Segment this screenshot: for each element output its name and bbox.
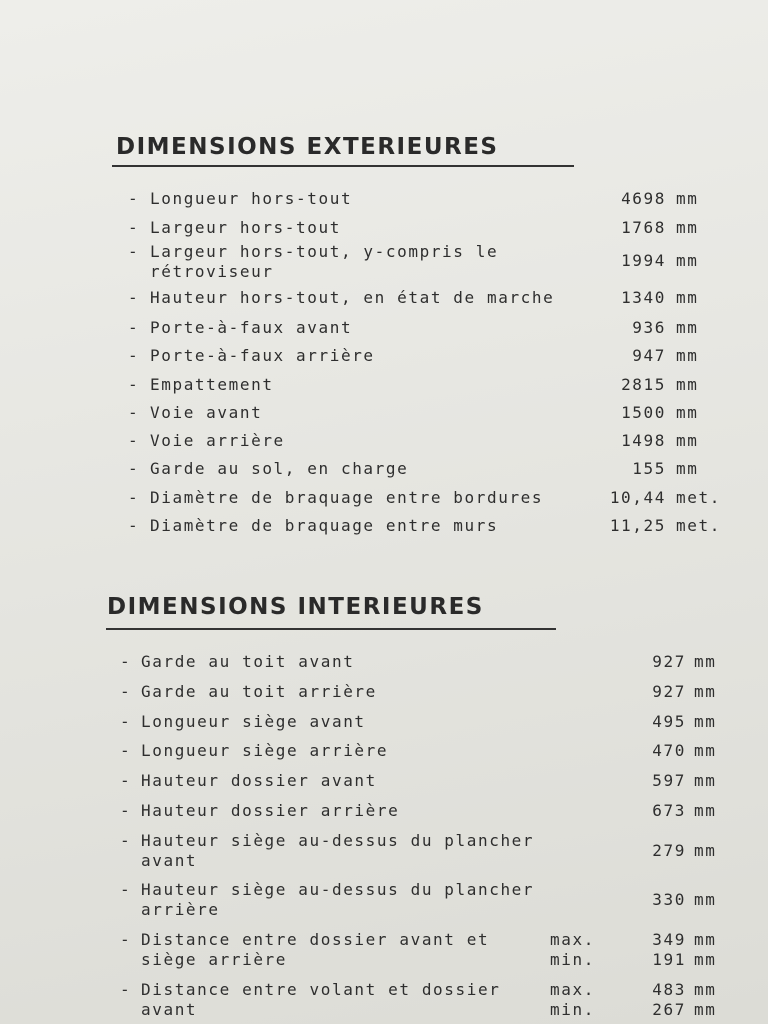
dimension-value: 155 — [632, 459, 666, 478]
bullet-dash: - — [128, 218, 140, 237]
dimension-label: Longueur hors-tout — [150, 189, 353, 208]
dimension-label: Hauteur dossier avant — [141, 771, 377, 790]
bullet-dash: - — [128, 516, 140, 535]
dimension-unit: met. — [676, 516, 721, 535]
dimension-value: 483 267 — [652, 980, 686, 1019]
dimension-unit: mm — [676, 375, 699, 394]
dimension-unit: mm mm — [694, 980, 717, 1019]
dimension-label: Voie arrière — [150, 431, 285, 450]
dimension-value: 1768 — [621, 218, 666, 237]
dimension-label: Garde au toit arrière — [141, 682, 377, 701]
dimension-label: Largeur hors-tout, y-compris le rétroviseur — [150, 242, 499, 281]
min-max-label: max. min. — [550, 980, 595, 1019]
dimension-label: Longueur siège arrière — [141, 741, 389, 760]
dimension-label: Hauteur hors-tout, en état de marche — [150, 288, 555, 307]
dimension-value: 1500 — [621, 403, 666, 422]
dimension-label: Empattement — [150, 375, 274, 394]
dimension-value: 927 — [652, 682, 686, 701]
bullet-dash: - — [128, 242, 140, 261]
dimension-label: Porte-à-faux avant — [150, 318, 353, 337]
bullet-dash: - — [120, 930, 132, 949]
dimension-unit: met. — [676, 488, 721, 507]
bullet-dash: - — [120, 652, 132, 671]
dimension-label: Garde au sol, en charge — [150, 459, 409, 478]
dimension-value: 1994 — [621, 251, 666, 270]
bullet-dash: - — [128, 488, 140, 507]
dimension-value: 936 — [632, 318, 666, 337]
bullet-dash: - — [120, 741, 132, 760]
dimension-label: Voie avant — [150, 403, 263, 422]
dimension-unit: mm mm — [694, 930, 717, 969]
dimension-unit: mm — [694, 890, 717, 909]
dimension-unit: mm — [676, 459, 699, 478]
dimension-unit: mm — [676, 346, 699, 365]
dimension-value: 597 — [652, 771, 686, 790]
bullet-dash: - — [120, 771, 132, 790]
bullet-dash: - — [128, 189, 140, 208]
dimension-label: Largeur hors-tout — [150, 218, 341, 237]
dimension-value: 1340 — [621, 288, 666, 307]
bullet-dash: - — [120, 801, 132, 820]
bullet-dash: - — [120, 831, 132, 850]
dimension-unit: mm — [676, 218, 699, 237]
interior-heading-rule — [106, 628, 556, 630]
dimension-value: 947 — [632, 346, 666, 365]
min-max-label: max. min. — [550, 930, 595, 969]
dimension-label: Porte-à-faux arrière — [150, 346, 375, 365]
bullet-dash: - — [120, 980, 132, 999]
dimension-label: Distance entre dossier avant et siège arrière — [141, 930, 490, 969]
bullet-dash: - — [120, 682, 132, 701]
dimension-unit: mm — [694, 801, 717, 820]
dimension-value: 330 — [652, 890, 686, 909]
dimension-label: Garde au toit avant — [141, 652, 355, 671]
bullet-dash: - — [128, 403, 140, 422]
bullet-dash: - — [128, 346, 140, 365]
dimension-unit: mm — [676, 288, 699, 307]
dimension-label: Longueur siège avant — [141, 712, 366, 731]
dimension-unit: mm — [676, 189, 699, 208]
bullet-dash: - — [120, 712, 132, 731]
bullet-dash: - — [128, 375, 140, 394]
interior-heading: DIMENSIONS INTERIEURES — [107, 594, 484, 620]
dimension-unit: mm — [694, 652, 717, 671]
dimension-unit: mm — [676, 251, 699, 270]
dimension-value: 2815 — [621, 375, 666, 394]
dimension-value: 1498 — [621, 431, 666, 450]
bullet-dash: - — [128, 288, 140, 307]
dimension-label: Hauteur siège au-dessus du plancher avant — [141, 831, 535, 870]
dimension-value: 4698 — [621, 189, 666, 208]
bullet-dash: - — [128, 459, 140, 478]
bullet-dash: - — [128, 318, 140, 337]
dimension-value: 10,44 — [609, 488, 666, 507]
bullet-dash: - — [128, 431, 140, 450]
dimension-label: Distance entre volant et dossier avant — [141, 980, 501, 1019]
dimension-label: Hauteur siège au-dessus du plancher arrière — [141, 880, 535, 919]
dimension-value: 673 — [652, 801, 686, 820]
dimension-unit: mm — [694, 682, 717, 701]
dimension-unit: mm — [694, 841, 717, 860]
dimension-value: 11,25 — [609, 516, 666, 535]
dimension-unit: mm — [676, 403, 699, 422]
dimension-unit: mm — [694, 712, 717, 731]
dimension-value: 470 — [652, 741, 686, 760]
dimension-unit: mm — [694, 741, 717, 760]
dimension-value: 279 — [652, 841, 686, 860]
dimension-label: Diamètre de braquage entre bordures — [150, 488, 544, 507]
dimension-unit: mm — [676, 318, 699, 337]
dimension-label: Diamètre de braquage entre murs — [150, 516, 499, 535]
dimension-value: 495 — [652, 712, 686, 731]
dimension-value: 349 191 — [652, 930, 686, 969]
bullet-dash: - — [120, 880, 132, 899]
dimension-unit: mm — [694, 771, 717, 790]
dimension-label: Hauteur dossier arrière — [141, 801, 400, 820]
dimension-unit: mm — [676, 431, 699, 450]
exterior-heading: DIMENSIONS EXTERIEURES — [116, 134, 499, 160]
exterior-heading-rule — [112, 165, 574, 167]
dimension-value: 927 — [652, 652, 686, 671]
